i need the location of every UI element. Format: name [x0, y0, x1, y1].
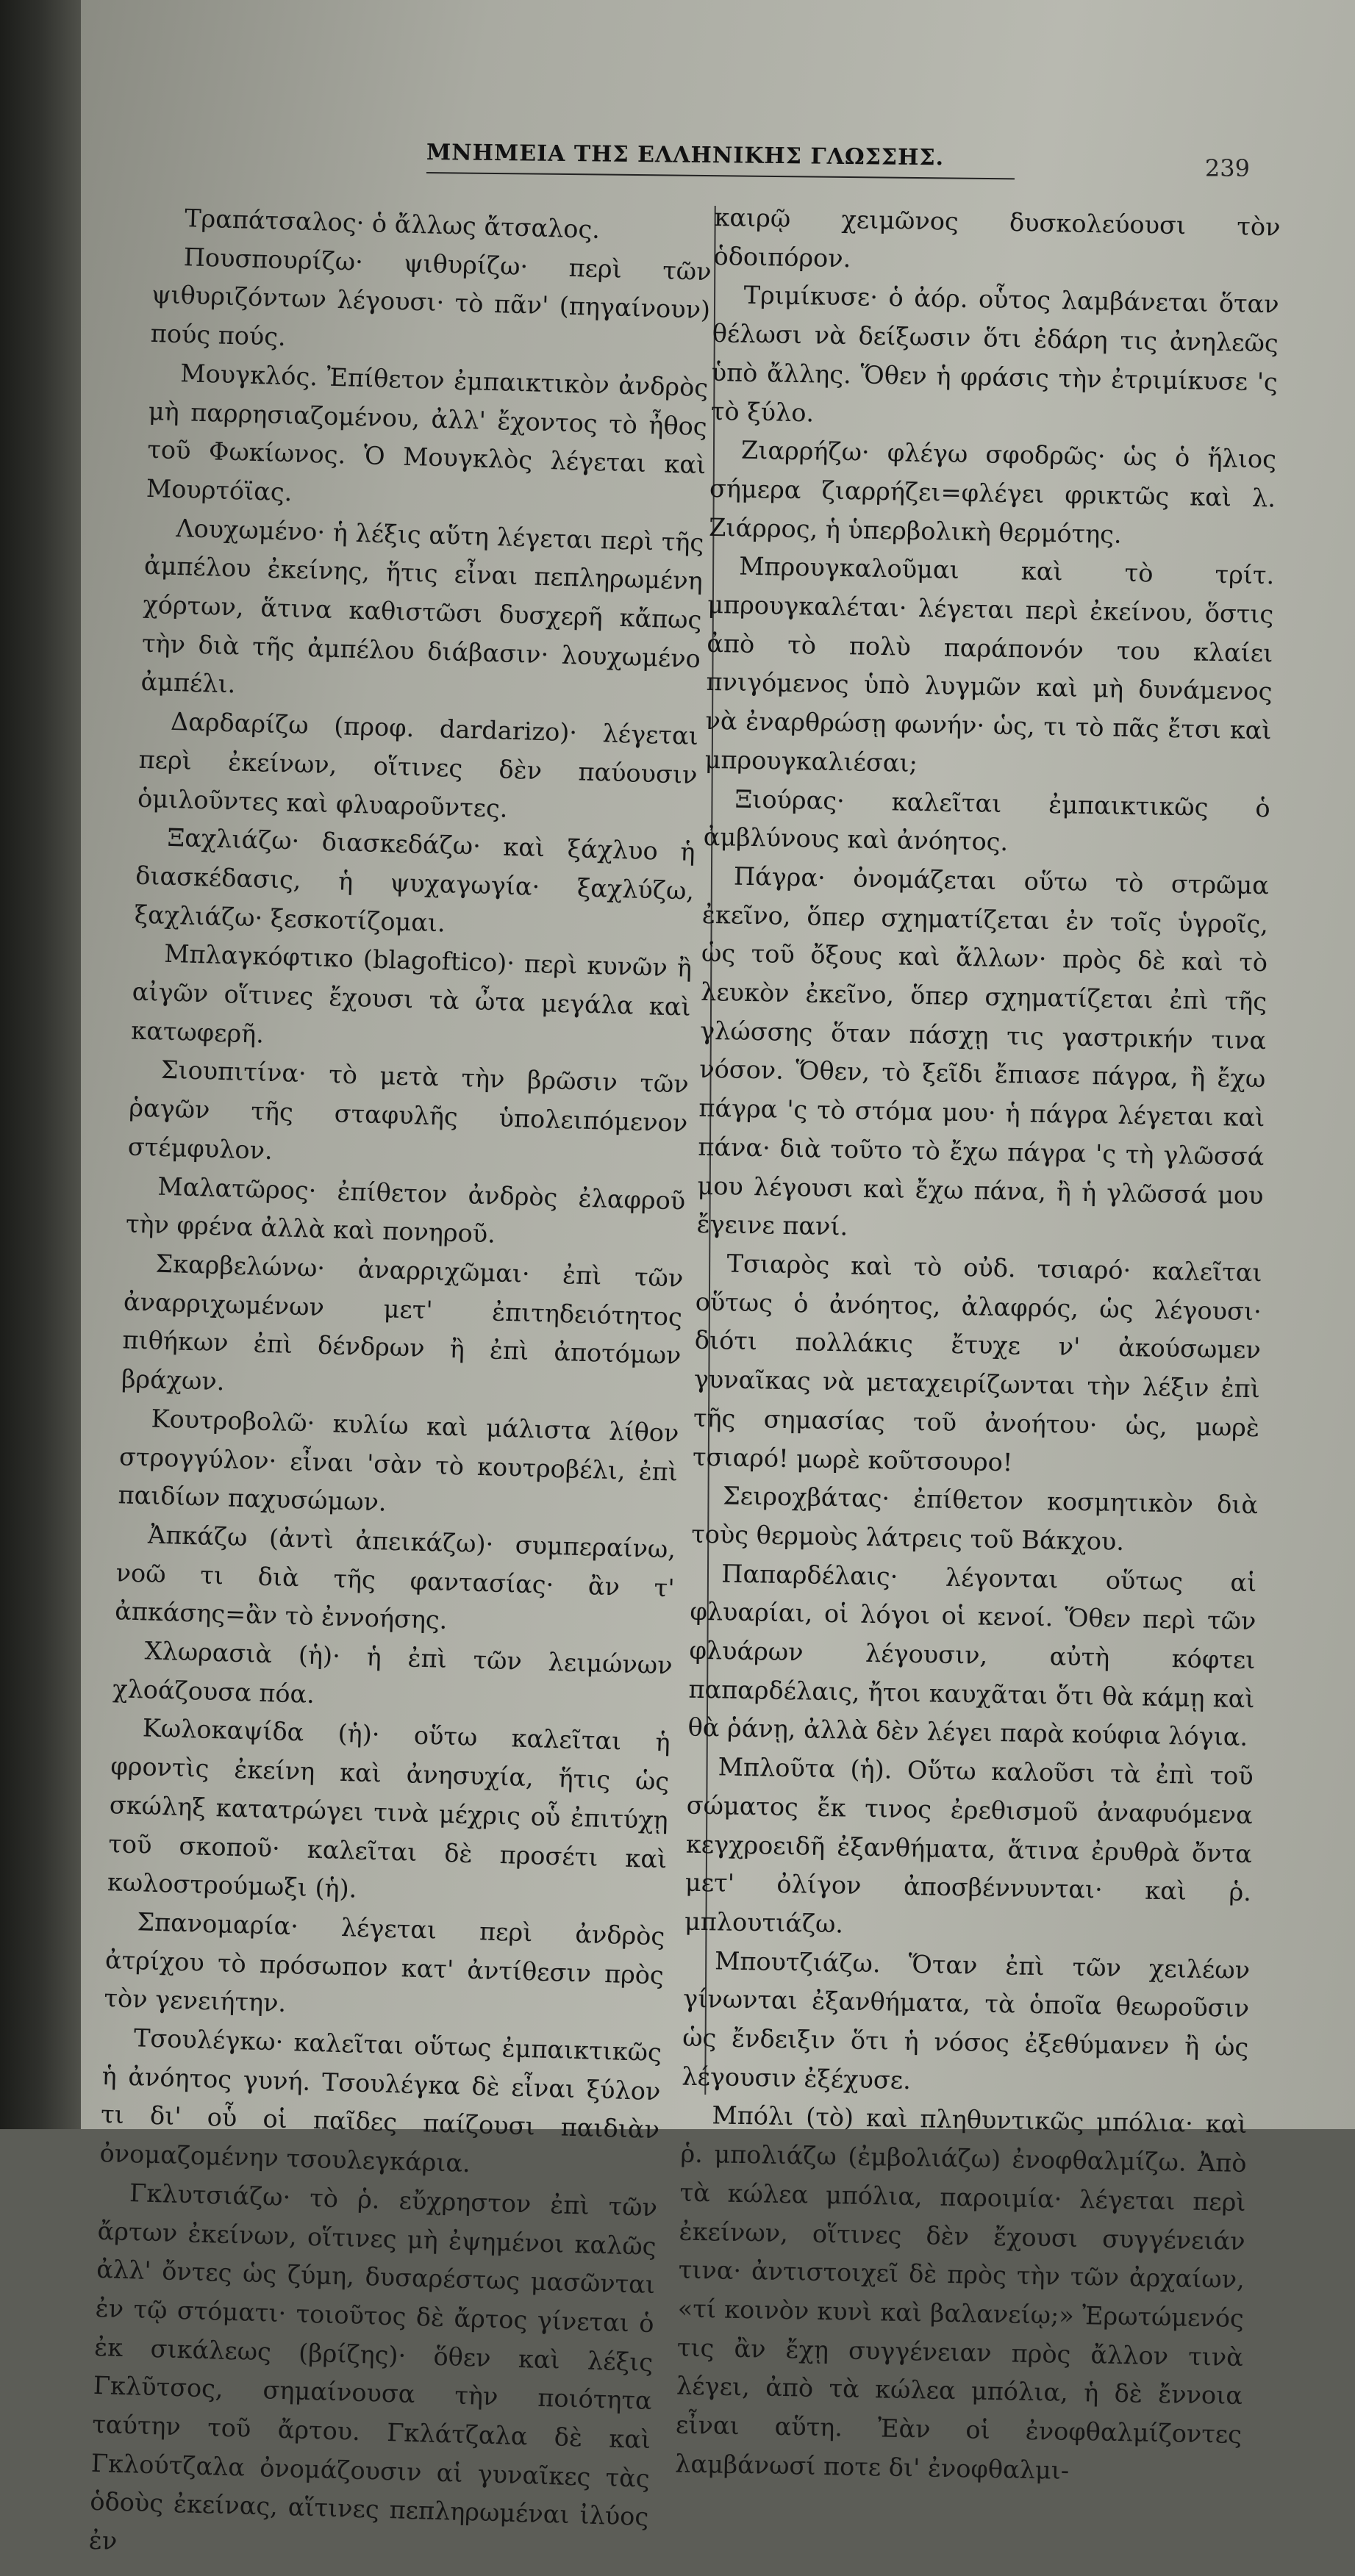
dictionary-entry: Λουχωμένο· ἡ λέξις αὕτη λέγεται περὶ τῆς ἀμπέλου ἐκείνης, ἥτις εἶναι πεπληρωμένη χόρτων, ἅτινα καθιστῶσι δυσχερῆ κἄπως τὴν διὰ τῆς ἀμπέλου διάβασιν· λουχωμένο ἀμπέλι.: [140, 513, 704, 699]
book-spine-shadow: [0, 0, 88, 2129]
dictionary-entry: Πουσπουρίζω· ψιθυρίζω· περὶ τῶν ψιθυριζόντων λέγουσι· τὸ πᾶν' (πηγαίνουν) πούς πούς.: [150, 242, 712, 352]
header-rule: [426, 172, 1015, 179]
page-number: 239: [1204, 154, 1250, 182]
dictionary-entry: Παπαρδέλαις· λέγονται οὕτως αἱ φλυαρίαι, οἱ λόγοι οἱ κενοί. Ὅθεν περὶ τῶν φλυάρων λέγουσιν, αὐτὴ κόφτει παπαρδέλαις, ἤτοι καυχᾶται ὅτι θὰ κάμῃ καὶ θὰ ῥάνῃ, ἀλλὰ δὲν λέγει παρὰ κούφια λόγια.: [687, 1559, 1257, 1752]
dictionary-entry: Τσουλέγκω· καλεῖται οὕτως ἐμπαικτικῶς ἡ ἀνόητος γυνή. Τσουλέγκα δὲ εἶναι ξύλον τι δι' οὗ οἱ παῖδες παίζουσι παιδιὰν ὀνομαζομένην τσουλεγκάρια.: [99, 2023, 662, 2178]
dictionary-entry: Ξαχλιάζω· διασκεδάζω· καὶ ξάχλυο ἡ διασκέδασις, ἡ ψυχαγωγία· ξαχλύζω, ξαχλιάζω· ξεσκοτίζομαι.: [134, 823, 696, 938]
dictionary-entry: Σκαρβελώνω· ἀναρριχῶμαι· ἐπὶ τῶν ἀναρριχωμένων μετ' ἐπιτηδειότητος πιθήκων ἐπὶ δένδρων ἢ ἐπὶ ἀποτόμων βράχων.: [121, 1249, 684, 1396]
right-column: [674, 198, 1281, 2485]
dictionary-entry: Τσιαρὸς καὶ τὸ οὐδ. τσιαρό· καλεῖται οὕτως ὁ ἀνόητος, ἀλαφρός, ὡς λέγουσι· διότι πολλάκις ἔτυχε ν' ἀκούσωμεν γυναῖκας νὰ μεταχειρίζωνται τὴν λέξιν ἐπὶ τῆς σημασίας τοῦ ἀνοήτου· ὡς, μωρὲ τσιαρό! μωρὲ κοῦτσουρο!: [692, 1249, 1262, 1477]
dictionary-entry: Μπρουγκαλοῦμαι καὶ τὸ τρίτ. μπρουγκαλέται· λέγεται περὶ ἐκείνου, ὅστις ἀπὸ τὸ πολὺ παράπονόν του κλαίει πνιγόμενος ὑπὸ λυγμῶν καὶ μὴ δυνάμενος νὰ ἐναρθρώσῃ φωνήν· ὡς, τι τὸ πᾶς ἔτσι καὶ μπρουγκαλιέσαι;: [704, 551, 1275, 778]
dictionary-entry: Μουγκλός. Ἐπίθετον ἐμπαικτικὸν ἀνδρὸς μὴ παρρησιαζομένου, ἀλλ' ἔχοντος τὸ ἦθος τοῦ Φωκίωνος. Ὁ Μουγκλὸς λέγεται καὶ Μουρτόϊας.: [146, 358, 709, 507]
dictionary-entry: Τραπάτσαλος· ὁ ἄλλως ἄτσαλος.: [184, 204, 601, 244]
dictionary-entry: Σιουπιτίνα· τὸ μετὰ τὴν βρῶσιν τῶν ῥαγῶν τῆς σταφυλῆς ὑπολειπόμενον στέμφυλον.: [127, 1055, 690, 1165]
dictionary-entry: Μαλατῶρος· ἐπίθετον ἀνδρὸς ἐλαφροῦ τὴν φρένα ἀλλὰ καὶ πονηροῦ.: [125, 1172, 686, 1249]
dictionary-entry: Μπλαγκόφτικο (blagoftico)· περὶ κυνῶν ἢ αἰγῶν οἵτινες ἔχουσι τὰ ὦτα μεγάλα καὶ κατωφερῆ.: [130, 939, 693, 1049]
dictionary-entry: Σπανομαρία· λέγεται περὶ ἀνδρὸς ἀτρίχου τὸ πρόσωπον κατ' ἀντίθεσιν πρὸς τὸν γενειήτην.: [104, 1907, 665, 2018]
dictionary-entry: Χλωρασιὰ (ἡ)· ἡ ἐπὶ τῶν λειμώνων χλοάζουσα πόα.: [112, 1636, 673, 1709]
dictionary-entry: Ξιούρας· καλεῖται ἐμπαικτικῶς ὁ ἀμβλύνους καὶ ἀνόητος.: [703, 784, 1270, 857]
book-page: [81, 0, 1355, 2556]
running-header: [426, 140, 1272, 182]
dictionary-entry: Μπόλι (τὸ) καὶ πληθυντικῶς μπόλια· καὶ ῥ. μπολιάζω (ἐμβολιάζω) ἐνοφθαλμίζω. Ἀπὸ τὰ κώλεα μπόλια, παροιμία· λέγεται περὶ ἐκείνων, οἵτινες δὲν ἔχουσι συγγένειάν τινα· ἀντιστοιχεῖ δὲ πρὸς τὴν τῶν ἀρχαίων, «τί κοινὸν κυνὶ καὶ βαλανείῳ;» Ἐρωτώμενός τις ἂν ἔχῃ συγγένειαν πρὸς ἄλλον τινὰ λέγει, ἀπὸ τὰ κώλεα μπόλια, ἡ δὲ ἔννοια εἶναι αὕτη. Ἐὰν οἱ ἐνοφθαλμίζοντες λαμβάνωσί ποτε δι' ἐνοφθαλμι-: [674, 2100, 1248, 2485]
dictionary-entry: Δαρδαρίζω (προφ. dardarizo)· λέγεται περὶ ἐκείνων, οἵτινες δὲν παύουσιν ὁμιλοῦντες καὶ φλυαροῦντες.: [137, 707, 699, 823]
dictionary-entry: Πάγρα· ὀνομάζεται οὕτω τὸ στρῶμα ἐκεῖνο, ὅπερ σχηματίζεται ἐν τοῖς ὑγροῖς, ὡς τοῦ ὄξους καὶ ἄλλων· πρὸς δὲ καὶ τὸ λευκὸν ἐκεῖνο, ὅπερ σχηματίζεται ἐπὶ τῆς γλώσσης ὅταν πάσχῃ τις γαστρικήν τινα νόσον. Ὅθεν, τὸ ξεῖδι ἔπιασε πάγρα, ἢ ἔχω πάγρα 'ς τὸ στόμα μου· ἡ πάγρα λέγεται καὶ πάνα· διὰ τοῦτο τὸ ἔχω πάγρα 'ς τὴ γλῶσσά μου λέγουσι καὶ ἔχω πάνα, ἢ ἡ γλῶσσά μου ἔγεινε πανί.: [696, 861, 1270, 1241]
dictionary-entry: Μπλοῦτα (ἡ). Οὕτω καλοῦσι τὰ ἐπὶ τοῦ σώματος ἔκ τινος ἐρεθισμοῦ ἀναφυόμενα κεγχροειδῆ ἐξανθήματα, ἅτινα ἐρυθρὰ ὄντα μετ' ὀλίγον ἀποσβέννυνται· καὶ ῥ. μπλουτιάζω.: [684, 1752, 1254, 1939]
dictionary-entry: καιρῷ χειμῶνος δυσκολεύουσι τὸν ὁδοιπόρον.: [713, 202, 1281, 273]
dictionary-entry: Ἀπκάζω (ἀντὶ ἀπεικάζω)· συμπεραίνω, νοῶ τι διὰ τῆς φαντασίας· ἂν τ' ἀπκάσης=ἂν τὸ ἐννοήσης.: [114, 1520, 676, 1635]
dictionary-entry: Σειροχβάτας· ἐπίθετον κοσμητικὸν διὰ τοὺς θερμοὺς λάτρεις τοῦ Βάκχου.: [690, 1481, 1259, 1556]
dictionary-entry: Κωλοκαψίδα (ἡ)· οὕτω καλεῖται ἡ φροντὶς ἐκείνη καὶ ἀνησυχία, ἥτις ὡς σκώληξ κατατρώγει τινὰ μέχρις οὗ ἐπιτύχῃ τοῦ σκοποῦ· καλεῖται δὲ προσέτι καὶ κωλοστρούμωξι (ἡ).: [107, 1713, 671, 1904]
dictionary-entry: Ζιαρρήζω· φλέγω σφοδρῶς· ὡς ὁ ἥλιος σήμερα ζιαρρήζει=φλέγει φρικτῶς καὶ λ. Ζιάρρος, ἡ ὑπερβολικὴ θερμότης.: [708, 435, 1277, 549]
dictionary-entry: Τριμίκυσε· ὁ ἀόρ. οὗτος λαμβάνεται ὅταν θέλωσι νὰ δείξωσιν ὅτι ἐδάρη τις ἀνηλεῶς ὑπὸ ἄλλης. Ὅθεν ἡ φράσις τὴν ἐτριμίκυσε 'ς τὸ ξύλο.: [710, 281, 1279, 427]
page-title: ΜΝΗΜΕΙΑ ΤΗΣ ΕΛΛΗΝΙΚΗΣ ΓΛΩΣΣΗΣ.: [426, 140, 945, 171]
dictionary-entry: Μπουτζιάζω. Ὅταν ἐπὶ τῶν χειλέων γίνωνται ἐξανθήματα, τὰ ὁποῖα θεωροῦσιν ὡς ἔνδειξιν ὅτι ἡ νόσος ἐξεθύμανεν ἢ ὡς λέγουσιν ἐξέχυσε.: [682, 1946, 1251, 2095]
left-column: [88, 198, 712, 2556]
dictionary-entry: Γκλυτσιάζω· τὸ ῥ. εὔχρηστον ἐπὶ τῶν ἄρτων ἐκείνων, οἵτινες μὴ ἐψημένοι καλῶς ἀλλ' ὄντες ὡς ζύμη, δυσαρέστως μασῶνται ἐν τῷ στόματι· τοιοῦτος δὲ ἄρτος γίνεται ὁ ἐκ σικάλεως (βρίζης)· ὅθεν καὶ λέξις Γκλῦτσος, σημαίνουσα τὴν ποιότητα ταύτην τοῦ ἄρτου. Γκλάτζαλα δὲ καὶ Γκλούτζαλα ὀνομάζουσιν αἱ γυναῖκες τὰς ὁδοὺς ἐκείνας, αἵτινες πεπληρωμέναι ἰλύος ἐν: [88, 2178, 658, 2556]
dictionary-entry: Κουτροβολῶ· κυλίω καὶ μάλιστα λίθον στρογγύλον· εἶναι 'σὰν τὸ κουτροβέλι, ἐπὶ παιδίων παχυσώμων.: [118, 1404, 679, 1517]
